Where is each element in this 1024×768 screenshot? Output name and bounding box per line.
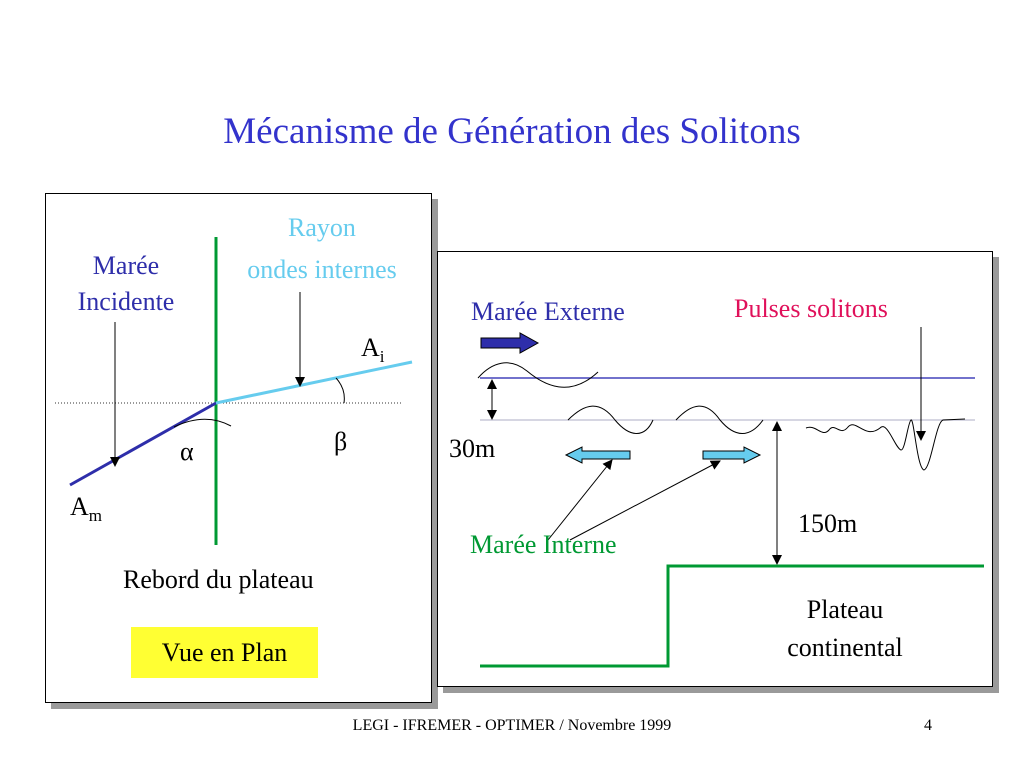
alpha-label: α: [180, 437, 194, 466]
soliton-pulses: [806, 419, 965, 470]
maree-externe-label: Marée Externe: [471, 297, 625, 326]
beta-angle-arc: [336, 378, 344, 403]
incident-ray: [70, 403, 216, 485]
internal-tide-left-arrow: [566, 447, 630, 463]
ai-label: $A_i$: [361, 333, 385, 366]
interne-pointer-right: [570, 461, 720, 540]
beta-label: β: [334, 427, 348, 456]
rebord-label: Rebord du plateau: [123, 565, 314, 594]
page-number: 4: [924, 717, 932, 734]
propagation-arrow: [481, 333, 538, 353]
external-tide-wave: [478, 363, 598, 387]
internal-tide-right-arrow: [703, 447, 760, 463]
slide-title: Mécanisme de Génération des Solitons: [223, 111, 801, 152]
incidente-label: Marée Incidente: [77, 251, 175, 316]
pulses-label: Pulses solitons: [734, 294, 888, 323]
depth-30-label: 30m: [449, 434, 496, 463]
depth-150-label: 150m: [798, 509, 858, 538]
maree-interne-label: Marée Interne: [470, 530, 617, 559]
am-label: $A_m$: [70, 492, 103, 525]
plateau-label: Plateau continental: [787, 595, 903, 662]
vue-en-plan-label: Vue en Plan: [131, 627, 318, 678]
interne-pointer-left: [548, 460, 612, 540]
rayon-label: Rayon ondes internes: [247, 213, 397, 284]
slide-footer: LEGI - IFREMER - OPTIMER / Novembre 1999: [352, 717, 672, 734]
